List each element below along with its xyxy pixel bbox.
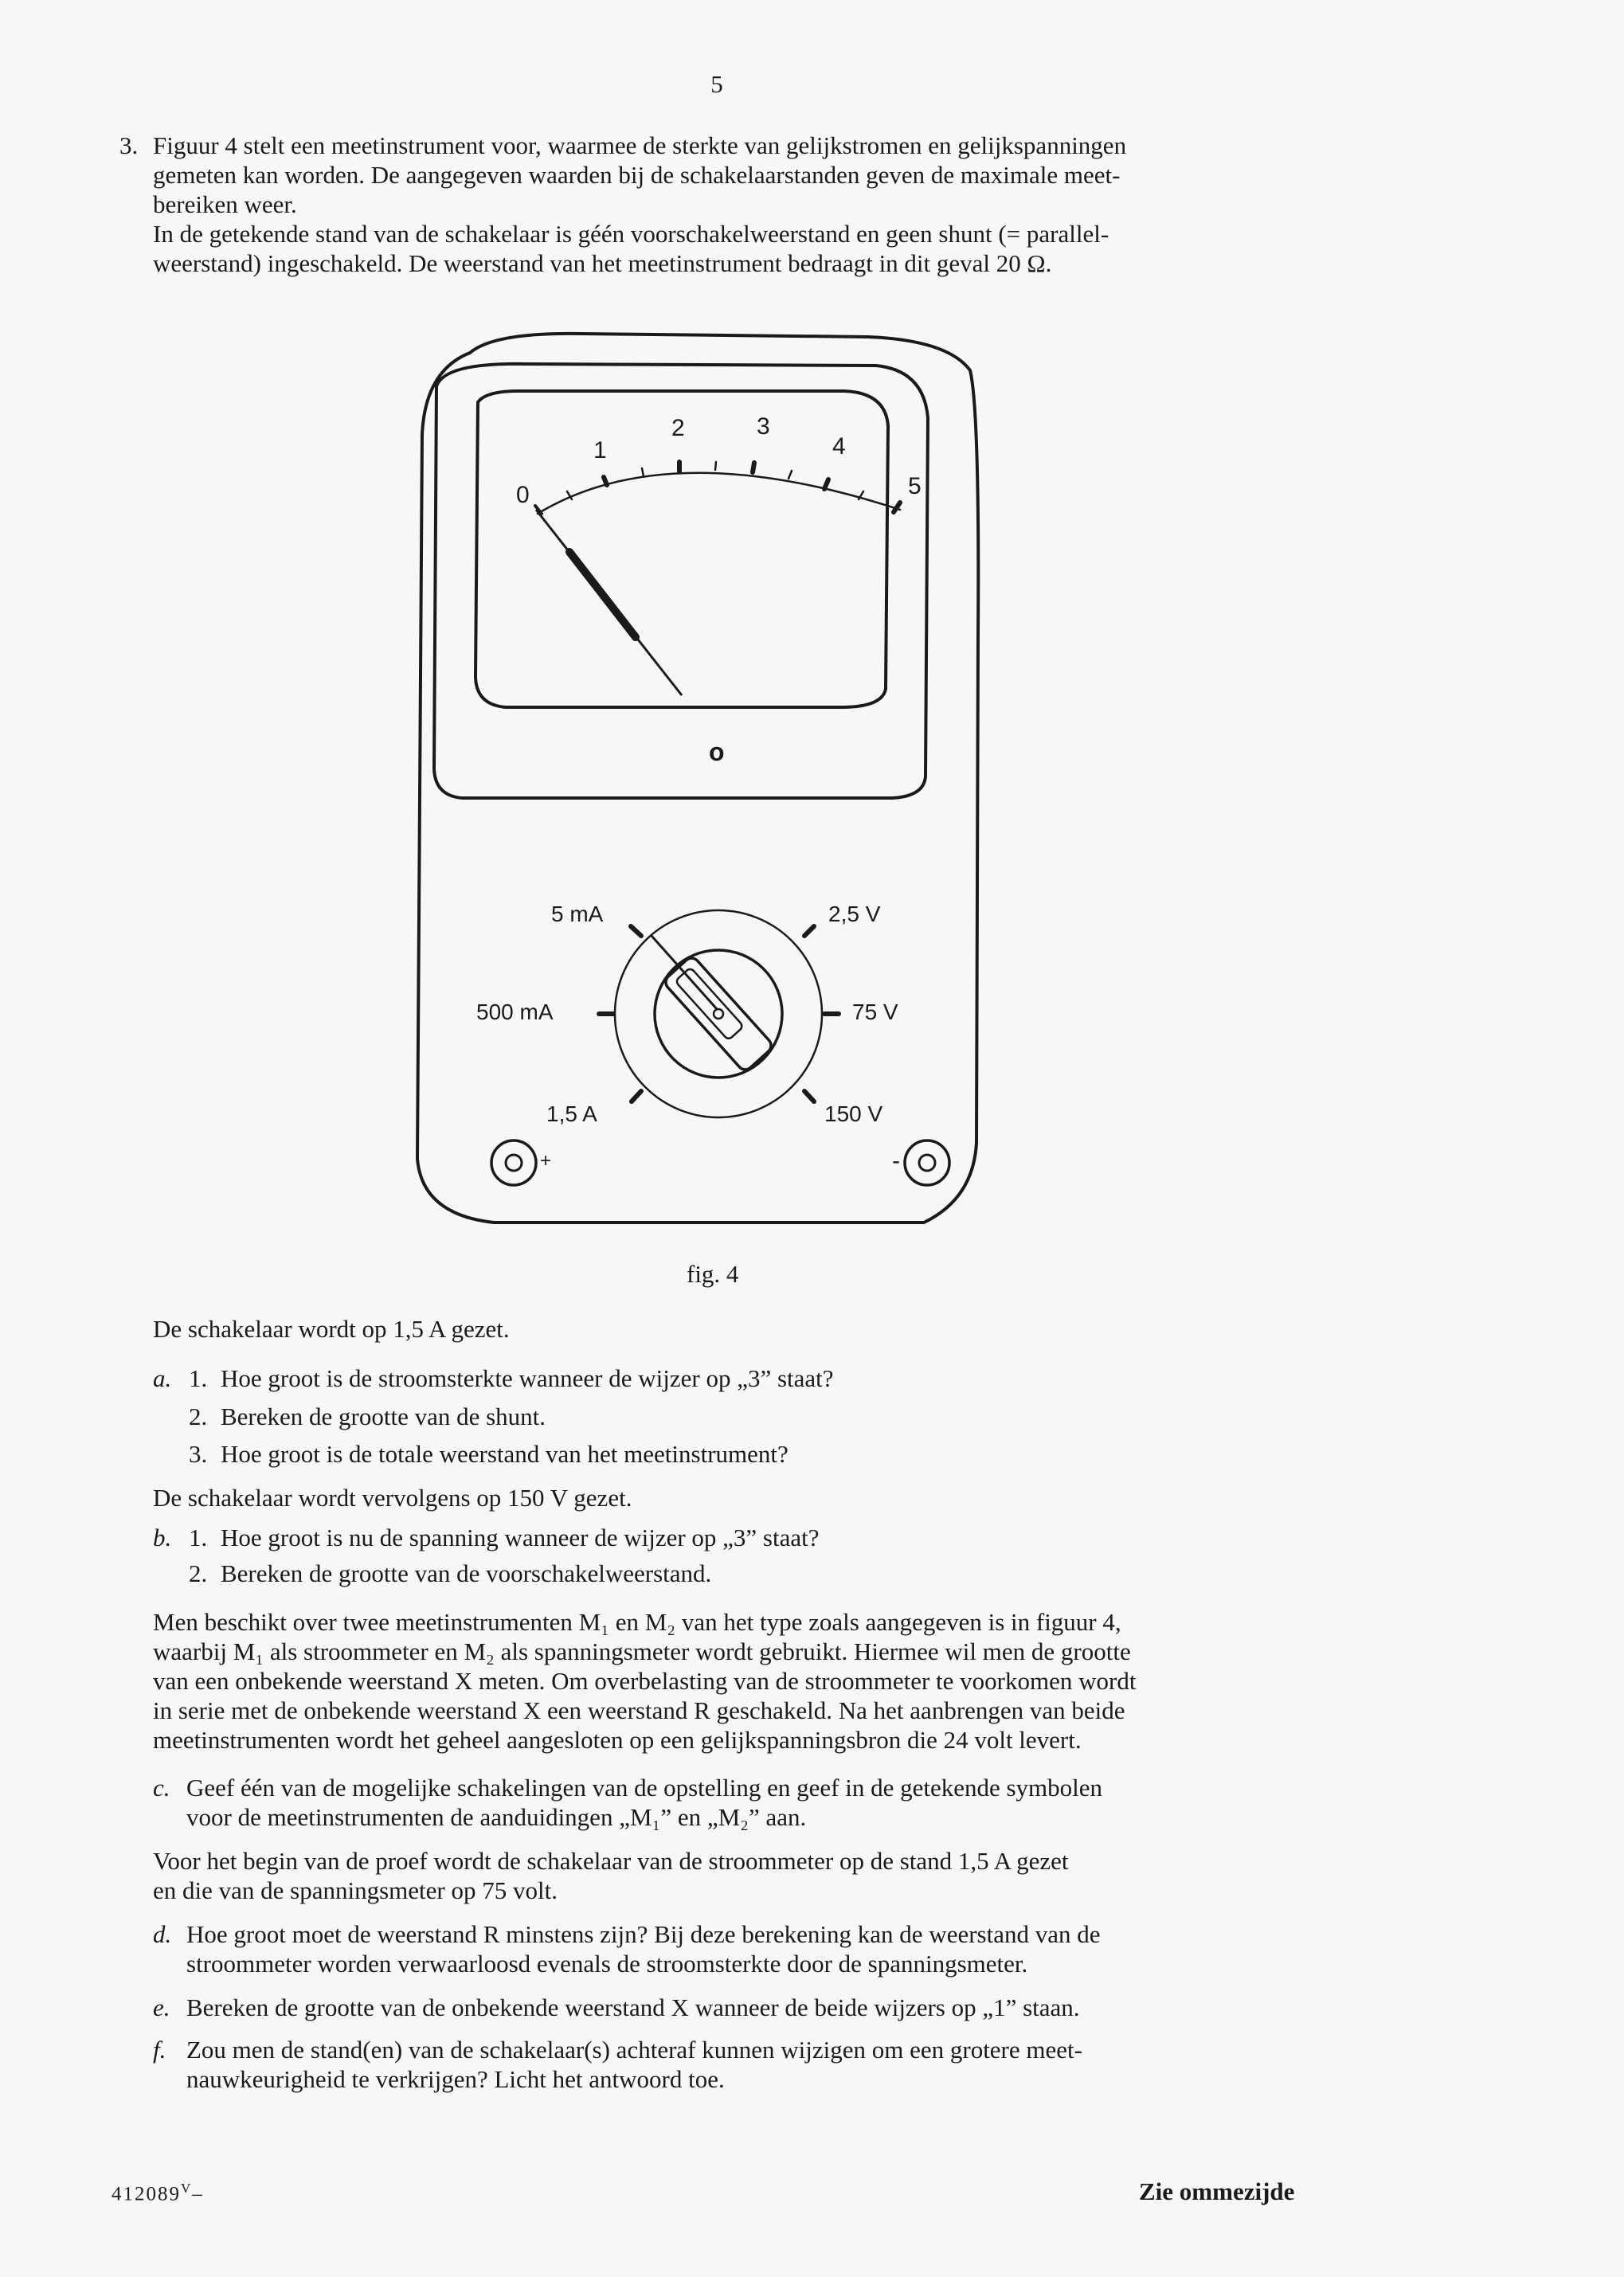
- scale-tick: [715, 462, 716, 470]
- exam-code-sup: V: [181, 2181, 193, 2196]
- terminal-minus-label: -: [892, 1148, 900, 1174]
- setup-line: Voor het begin van de proef wordt de schakelaar van de stroommeter op de stand 1,5 A gezet: [153, 1847, 1069, 1875]
- meter-body-outline: [417, 334, 978, 1223]
- part-e: [153, 1993, 1364, 2022]
- question-text: Zou men de stand(en) van de schakelaar(s) achteraf kunnen wijzigen om een grotere meet-: [186, 2036, 1082, 2064]
- intro-line: gemeten kan worden. De aangegeven waarden bij de schakelaarstanden geven de maximale meet-: [153, 161, 1121, 189]
- intro-line: weerstand) ingeschakeld. De weerstand van het meetinstrument bedraagt in dit geval 20 Ω.: [153, 249, 1052, 277]
- question-text: Hoe groot is nu de spanning wanneer de wijzer op „3” staat?: [221, 1524, 820, 1551]
- range-label-75v: 75 V: [852, 1000, 898, 1024]
- sub-number: 1.: [189, 1524, 208, 1551]
- range-mark-15a: [632, 1091, 641, 1101]
- sub-number: 2.: [189, 1403, 208, 1430]
- range-mark-150v: [804, 1091, 814, 1101]
- terminal-plus-inner: [506, 1155, 522, 1171]
- exam-code-suffix: –: [192, 2183, 204, 2205]
- range-label-150v: 150 V: [824, 1101, 883, 1126]
- scale-arc: [538, 473, 900, 514]
- part-d-label: d.: [153, 1920, 172, 1948]
- part-c: [153, 1773, 1364, 1832]
- sub-number: 1.: [189, 1364, 208, 1392]
- question-text: stroommeter worden verwaarloosd evenals de stroomsterkte door de spanningsmeter.: [186, 1950, 1028, 1978]
- turn-over-note: Zie ommezijde: [1139, 2177, 1295, 2205]
- question-text: Geef één van de mogelijke schakelingen van de opstelling en geef in de getekende symbolen: [186, 1774, 1103, 1802]
- figure-caption: fig. 4: [687, 1260, 739, 1288]
- page-number: 5: [710, 70, 723, 98]
- exam-code-number: 412089: [112, 2183, 181, 2205]
- context-paragraph: [153, 1607, 1372, 1755]
- question-text: Hoe groot is de stroomsterkte wanneer de wijzer op „3” staat?: [221, 1364, 834, 1392]
- terminal-plus-label: +: [540, 1150, 552, 1172]
- question-text: voor de meetinstrumenten de aanduidingen „M₁” en „M₂” aan.: [186, 1803, 807, 1831]
- part-b-item: [153, 1523, 1364, 1552]
- range-mark-25v: [804, 926, 814, 936]
- part-e-label: e.: [153, 1993, 170, 2021]
- range-mark-5ma: [631, 926, 641, 936]
- scale-ticks: [535, 462, 900, 514]
- scale-tick: [894, 503, 900, 512]
- range-label-25v: 2,5 V: [828, 902, 881, 926]
- setup-paragraph: [153, 1846, 1395, 1905]
- question-3-intro: [119, 131, 1362, 278]
- pointer-needle-thick: [569, 552, 636, 637]
- scale-tick: [824, 479, 828, 489]
- zero-adjust-knob: o: [709, 737, 725, 766]
- question-text: nauwkeurigheid te verkrijgen? Licht het antwoord toe.: [186, 2065, 725, 2093]
- sub-number: 2.: [189, 1559, 208, 1587]
- range-label-15a: 1,5 A: [546, 1101, 597, 1126]
- question-number: 3.: [119, 131, 139, 159]
- scale-tick: [604, 477, 607, 485]
- sub-number: 3.: [189, 1440, 208, 1468]
- part-f: [153, 2035, 1364, 2094]
- part-a-item: [153, 1363, 1364, 1393]
- question-text: Bereken de grootte van de voorschakelweerstand.: [221, 1559, 712, 1587]
- part-a-item: [153, 1439, 1364, 1469]
- range-label-500ma: 500 mA: [476, 1000, 554, 1024]
- context-line: meetinstrumenten wordt het geheel aangesloten op een gelijkspanningsbron die 24 volt levert.: [153, 1726, 1082, 1754]
- scale-tick: [753, 463, 754, 472]
- part-d: [153, 1919, 1364, 1978]
- exam-code: [112, 2181, 204, 2205]
- intro-line: bereiken weer.: [153, 190, 297, 218]
- scale-label-3: 3: [757, 413, 770, 440]
- setup-line: en die van de spanningsmeter op 75 volt.: [153, 1876, 558, 1904]
- context-line: in serie met de onbekende weerstand X een weerstand R geschakeld. Na het aanbrengen van beide: [153, 1696, 1125, 1724]
- part-c-label: c.: [153, 1774, 170, 1802]
- scale-label-5: 5: [908, 473, 922, 499]
- range-label-5ma: 5 mA: [551, 902, 604, 926]
- figure-4-meter: [398, 315, 1051, 1242]
- intro-line: In de getekende stand van de schakelaar is géén voorschakelweerstand en geen shunt (= parallel-: [153, 220, 1109, 248]
- question-text: Hoe groot moet de weerstand R minstens zijn? Bij deze berekening kan de weerstand van de: [186, 1920, 1101, 1948]
- scale-label-4: 4: [832, 433, 846, 460]
- part-a-setup: De schakelaar wordt op 1,5 A gezet.: [153, 1315, 510, 1343]
- scale-label-2: 2: [671, 415, 685, 441]
- part-a-label: a.: [153, 1364, 172, 1392]
- scale-tick: [789, 471, 792, 479]
- scale-tick: [642, 468, 644, 476]
- terminal-minus-inner: [919, 1155, 935, 1171]
- context-line: waarbij M₁ als stroommeter en M₂ als spanningsmeter wordt gebruikt. Hiermee wil men de grootte: [153, 1637, 1131, 1665]
- part-b-label: b.: [153, 1524, 172, 1551]
- part-f-label: f.: [153, 2036, 166, 2064]
- intro-line: Figuur 4 stelt een meetinstrument voor, waarmee de sterkte van gelijkstromen en gelijkspanningen: [153, 131, 1127, 159]
- scale-label-1: 1: [593, 437, 607, 464]
- context-line: Men beschikt over twee meetinstrumenten M₁ en M₂ van het type zoals aangegeven is in figuur 4,: [153, 1608, 1121, 1636]
- selector-center: [714, 1009, 723, 1019]
- part-b-setup: De schakelaar wordt vervolgens op 150 V gezet.: [153, 1484, 632, 1512]
- question-text: Hoe groot is de totale weerstand van het meetinstrument?: [221, 1440, 789, 1468]
- part-a-item: [153, 1402, 1364, 1431]
- context-line: van een onbekende weerstand X meten. Om overbelasting van de stroommeter te voorkomen wordt: [153, 1667, 1137, 1695]
- part-b-item: [153, 1559, 1364, 1588]
- question-text: Bereken de grootte van de shunt.: [221, 1403, 546, 1430]
- terminal-plus-outer: [491, 1140, 536, 1185]
- scale-label-0: 0: [516, 482, 530, 508]
- question-text: Bereken de grootte van de onbekende weerstand X wanneer de beide wijzers op „1” staan.: [186, 1993, 1080, 2021]
- terminal-minus-outer: [905, 1140, 949, 1185]
